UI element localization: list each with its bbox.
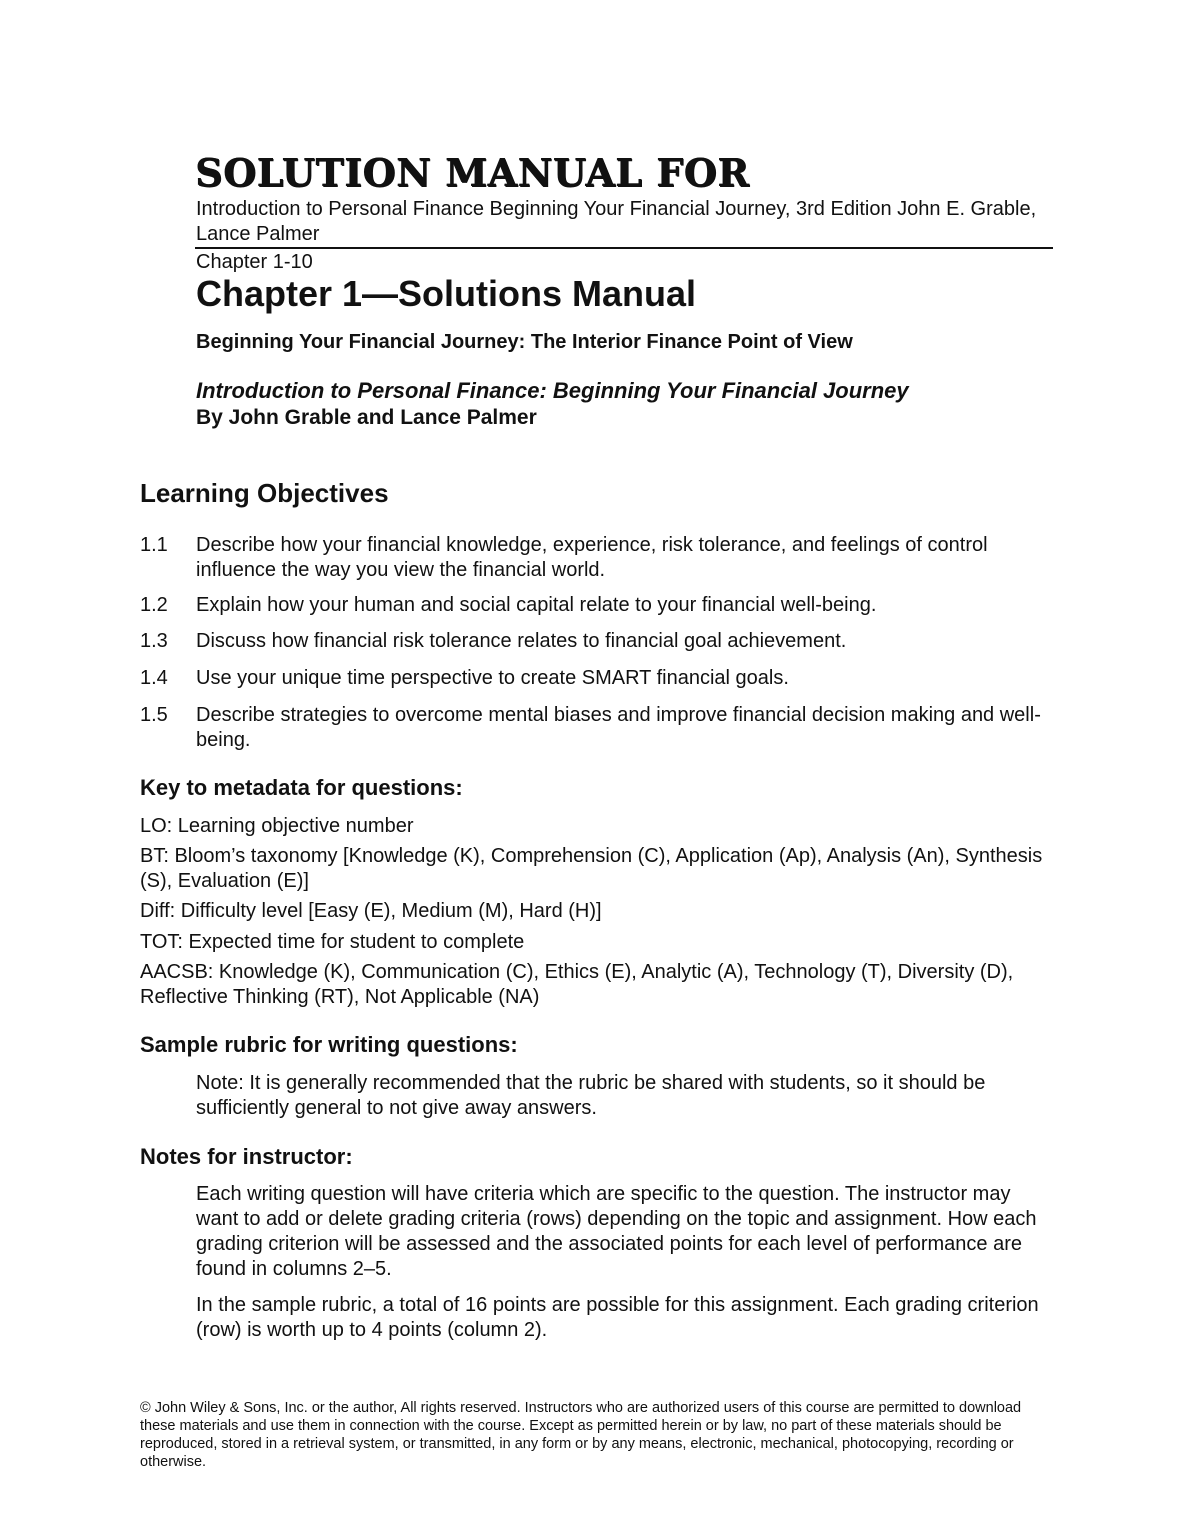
rubric-heading: Sample rubric for writing questions: bbox=[140, 1032, 518, 1057]
metadata-key-item: BT: Bloom’s taxonomy [Knowledge (K), Comprehension (C), Application (Ap), Analysis (An), Synthesis (S), Evaluation (E)] bbox=[140, 845, 1043, 892]
header-divider bbox=[195, 247, 1053, 249]
metadata-key-heading: Key to metadata for questions: bbox=[140, 775, 463, 800]
objective-item bbox=[140, 703, 1055, 753]
learning-objectives-heading: Learning Objectives bbox=[140, 478, 389, 508]
book-title: Introduction to Personal Finance: Beginning Your Financial Journey bbox=[196, 378, 909, 403]
book-authors: By John Grable and Lance Palmer bbox=[196, 406, 537, 429]
objective-number: 1.4 bbox=[140, 667, 168, 689]
book-reference: Introduction to Personal Finance Beginning Your Financial Journey, 3rd Edition John E. Grable, Lance Palmer bbox=[196, 198, 1037, 245]
objective-item bbox=[140, 666, 1055, 691]
instructor-notes-heading: Notes for instructor: bbox=[140, 1144, 353, 1169]
metadata-key-item: TOT: Expected time for student to complete bbox=[140, 931, 525, 953]
metadata-key-item: Diff: Difficulty level [Easy (E), Medium (M), Hard (H)] bbox=[140, 900, 602, 922]
rubric-note: Note: It is generally recommended that the rubric be shared with students, so it should be sufficiently general to not give away answers. bbox=[196, 1072, 986, 1119]
objective-text: Describe strategies to overcome mental biases and improve financial decision making and well-being. bbox=[196, 704, 1041, 751]
objective-text: Describe how your financial knowledge, experience, risk tolerance, and feelings of control influence the way you view the financial world. bbox=[196, 534, 988, 581]
instructor-note-paragraph: In the sample rubric, a total of 16 points are possible for this assignment. Each grading criterion (row) is worth up to 4 points (column 2). bbox=[196, 1294, 1039, 1341]
objective-item bbox=[140, 593, 1055, 618]
chapter-title: Chapter 1—Solutions Manual bbox=[196, 273, 697, 314]
objective-number: 1.5 bbox=[140, 704, 168, 726]
metadata-key-item: AACSB: Knowledge (K), Communication (C), Ethics (E), Analytic (A), Technology (T), Diversity (D), Reflective Thinking (RT), Not Applicable (NA) bbox=[140, 961, 1014, 1008]
objective-item bbox=[140, 629, 1055, 654]
objective-text: Discuss how financial risk tolerance relates to financial goal achievement. bbox=[196, 630, 847, 652]
copyright-notice: © John Wiley & Sons, Inc. or the author, All rights reserved. Instructors who are authorized users of this course are permitted to download these materials and use them in connection with the course. Except as permitted herein or by law, no part of these materials should be reproduced, stored in a retrieval system, or transmitted, in any form or by any means, electronic, mechanical, photocopying, recording or otherwise. bbox=[140, 1400, 1022, 1470]
objective-text: Use your unique time perspective to create SMART financial goals. bbox=[196, 667, 789, 689]
banner-title: SOLUTION MANUAL FOR bbox=[195, 150, 750, 195]
metadata-key-item: LO: Learning objective number bbox=[140, 815, 414, 837]
objective-text: Explain how your human and social capital relate to your financial well-being. bbox=[196, 594, 877, 616]
objective-item bbox=[140, 533, 1055, 583]
instructor-note-paragraph: Each writing question will have criteria which are specific to the question. The instructor may want to add or delete grading criteria (rows) depending on the topic and assignment. How each grading criterion will be assessed and the associated points for each level of performance are found in columns 2–5. bbox=[196, 1183, 1037, 1280]
chapter-range: Chapter 1-10 bbox=[196, 251, 313, 273]
objective-number: 1.2 bbox=[140, 594, 168, 616]
objective-number: 1.1 bbox=[140, 534, 168, 556]
objective-number: 1.3 bbox=[140, 630, 168, 652]
chapter-subtitle: Beginning Your Financial Journey: The Interior Finance Point of View bbox=[196, 331, 853, 353]
